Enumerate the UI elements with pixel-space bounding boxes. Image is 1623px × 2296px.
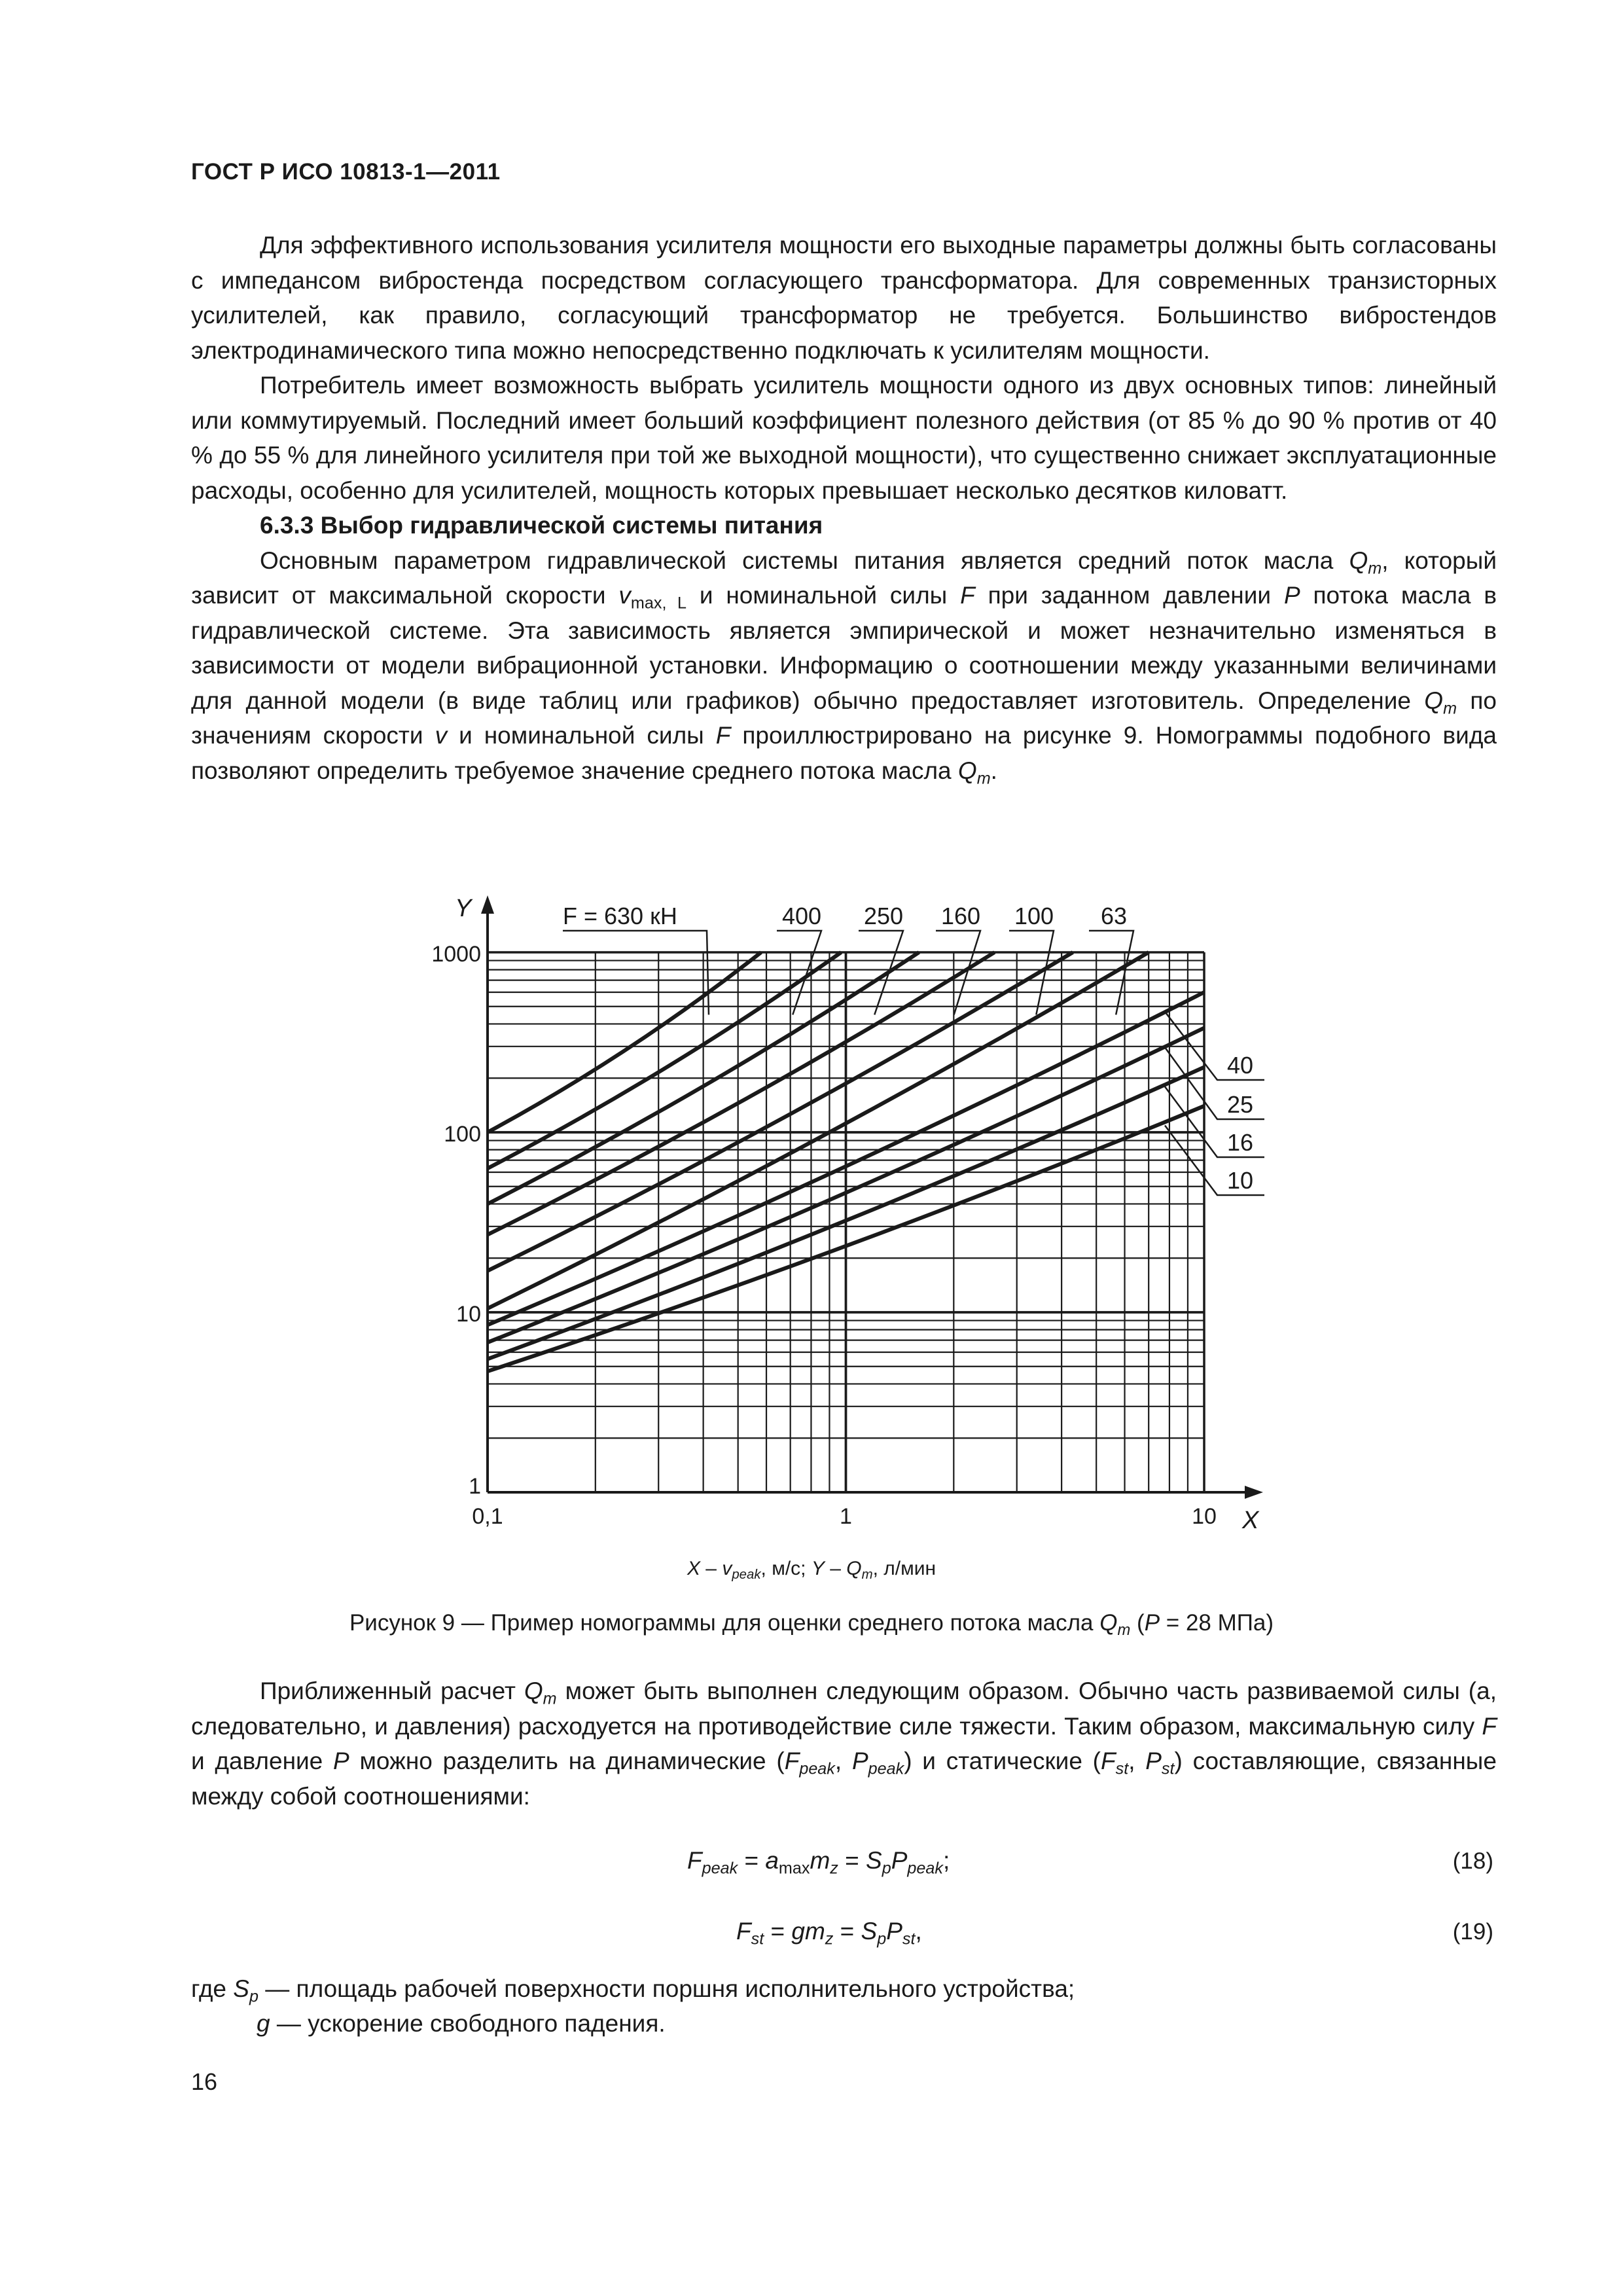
x-axis-label: X	[1242, 1507, 1259, 1534]
equation-19: $F_{st} = gm_z = S_pP_{st}$,	[736, 1918, 922, 1948]
y-axis-arrow	[481, 895, 494, 914]
series-leader	[563, 931, 709, 1014]
x-tick-label: 0,1	[472, 1504, 503, 1529]
y-tick-label: 1000	[431, 942, 481, 967]
page-number: 16	[191, 2068, 218, 2095]
series-label: 63	[1100, 903, 1128, 929]
series-label: 16	[1226, 1129, 1254, 1156]
series-curve	[488, 952, 761, 1132]
series-label: 400	[781, 903, 822, 929]
series-label: 160	[940, 903, 981, 929]
x-axis-arrow	[1245, 1486, 1263, 1499]
nomogram-chart	[425, 890, 1296, 1551]
y-tick-label: 10	[456, 1302, 481, 1327]
equation-number-18: (18)	[1452, 1848, 1493, 1874]
x-tick-label: 10	[1192, 1504, 1217, 1529]
figure-caption: Рисунок 9 — Пример номограммы для оценки среднего потока масла $Q_m$ (P = 28 МПа)	[349, 1610, 1274, 1640]
series-leader	[1009, 931, 1054, 1014]
equation-18: $F_{peak} = a_{max}m_z = S_pP_{peak}$;	[687, 1847, 950, 1878]
x-tick-label: 1	[840, 1504, 852, 1529]
series-label: 100	[1014, 903, 1054, 929]
series-label: 250	[863, 903, 904, 929]
series-label: 10	[1226, 1167, 1254, 1194]
paragraph-approximate-calc: Приближенный расчет $Q_m$ может быть выполнен следующим образом. Обычно часть развиваемой силы (а, следовательно, и давления) расходуется на противодействие силе тяжести. Таким образом, максимальную силу F и давление P можно разделить на динамические ($F_{peak}$, $P_{peak}$) и статические ($F_{st}$, $P_{st}$) составляющие, связанные между собой соотношениями:	[191, 1677, 1497, 1810]
where-g: g — ускорение свободного падения.	[257, 2010, 666, 2037]
section-heading: 6.3.3 Выбор гидравлической системы питания	[260, 512, 823, 539]
paragraph-amplifier-matching: Для эффективного использования усилителя мощности его выходные параметры должны быть согласованы с импедансом вибростенда посредством согласующего трансформатора. Для современных транзисторных усилителей, как правило, согласующий трансформатор не требуется. Большинство вибростендов электродинамического типа можно непосредственно подключать к усилителям мощности.	[191, 232, 1497, 364]
y-tick-label: 100	[444, 1122, 481, 1147]
paragraph-amplifier-types: Потребитель имеет возможность выбрать усилитель мощности одного из двух основных типов: линейный или коммутируемый. Последний имеет больший коэффициент полезного действия (от 85 % до 90 % против от 40 % до 55 % для линейного усилителя при той же выходной мощности), что существенно снижает эксплуатационные расходы, особенно для усилителей, мощность которых превышает несколько десятков киловатт.	[191, 372, 1497, 504]
body-text-bottom	[191, 1674, 1497, 1814]
where-sp: где $S_p$ — площадь рабочей поверхности поршня исполнительного устройства;	[191, 1975, 1075, 2006]
equation-number-19: (19)	[1452, 1919, 1493, 1945]
series-label: 40	[1226, 1052, 1254, 1079]
series-curve	[488, 952, 841, 1168]
axis-caption: X – $v_{peak}$, м/с; Y – $Q_m$, л/мин	[687, 1558, 936, 1583]
document-header: ГОСТ Р ИСО 10813-1—2011	[191, 159, 501, 185]
y-tick-label: 1	[469, 1474, 481, 1499]
y-axis-label: Y	[455, 895, 472, 922]
series-leader	[859, 931, 903, 1014]
series-label: 25	[1226, 1091, 1254, 1118]
paragraph-hydraulic: Основным параметром гидравлической системы питания является средний поток масла $Q_m$, который зависит от максимальной скорости $v_{max, L}$ и номинальной силы F при заданном давлении P потока масла в гидравлической системе. Эта зависимость является эмпирической и может незначительно изменяться в зависимости от модели вибрационной установки. Информацию о соотношении между указанными величинами для данной модели (в виде таблиц или графиков) обычно предоставляет изготовитель. Определение $Q_m$ по значениям скорости v и номинальной силы F проиллюстрировано на рисунке 9. Номограммы подобного вида позволяют определить требуемое значение среднего потока масла $Q_m$.	[191, 547, 1497, 788]
body-text-top	[191, 228, 1497, 788]
series-label: F = 630 кН	[563, 903, 677, 929]
